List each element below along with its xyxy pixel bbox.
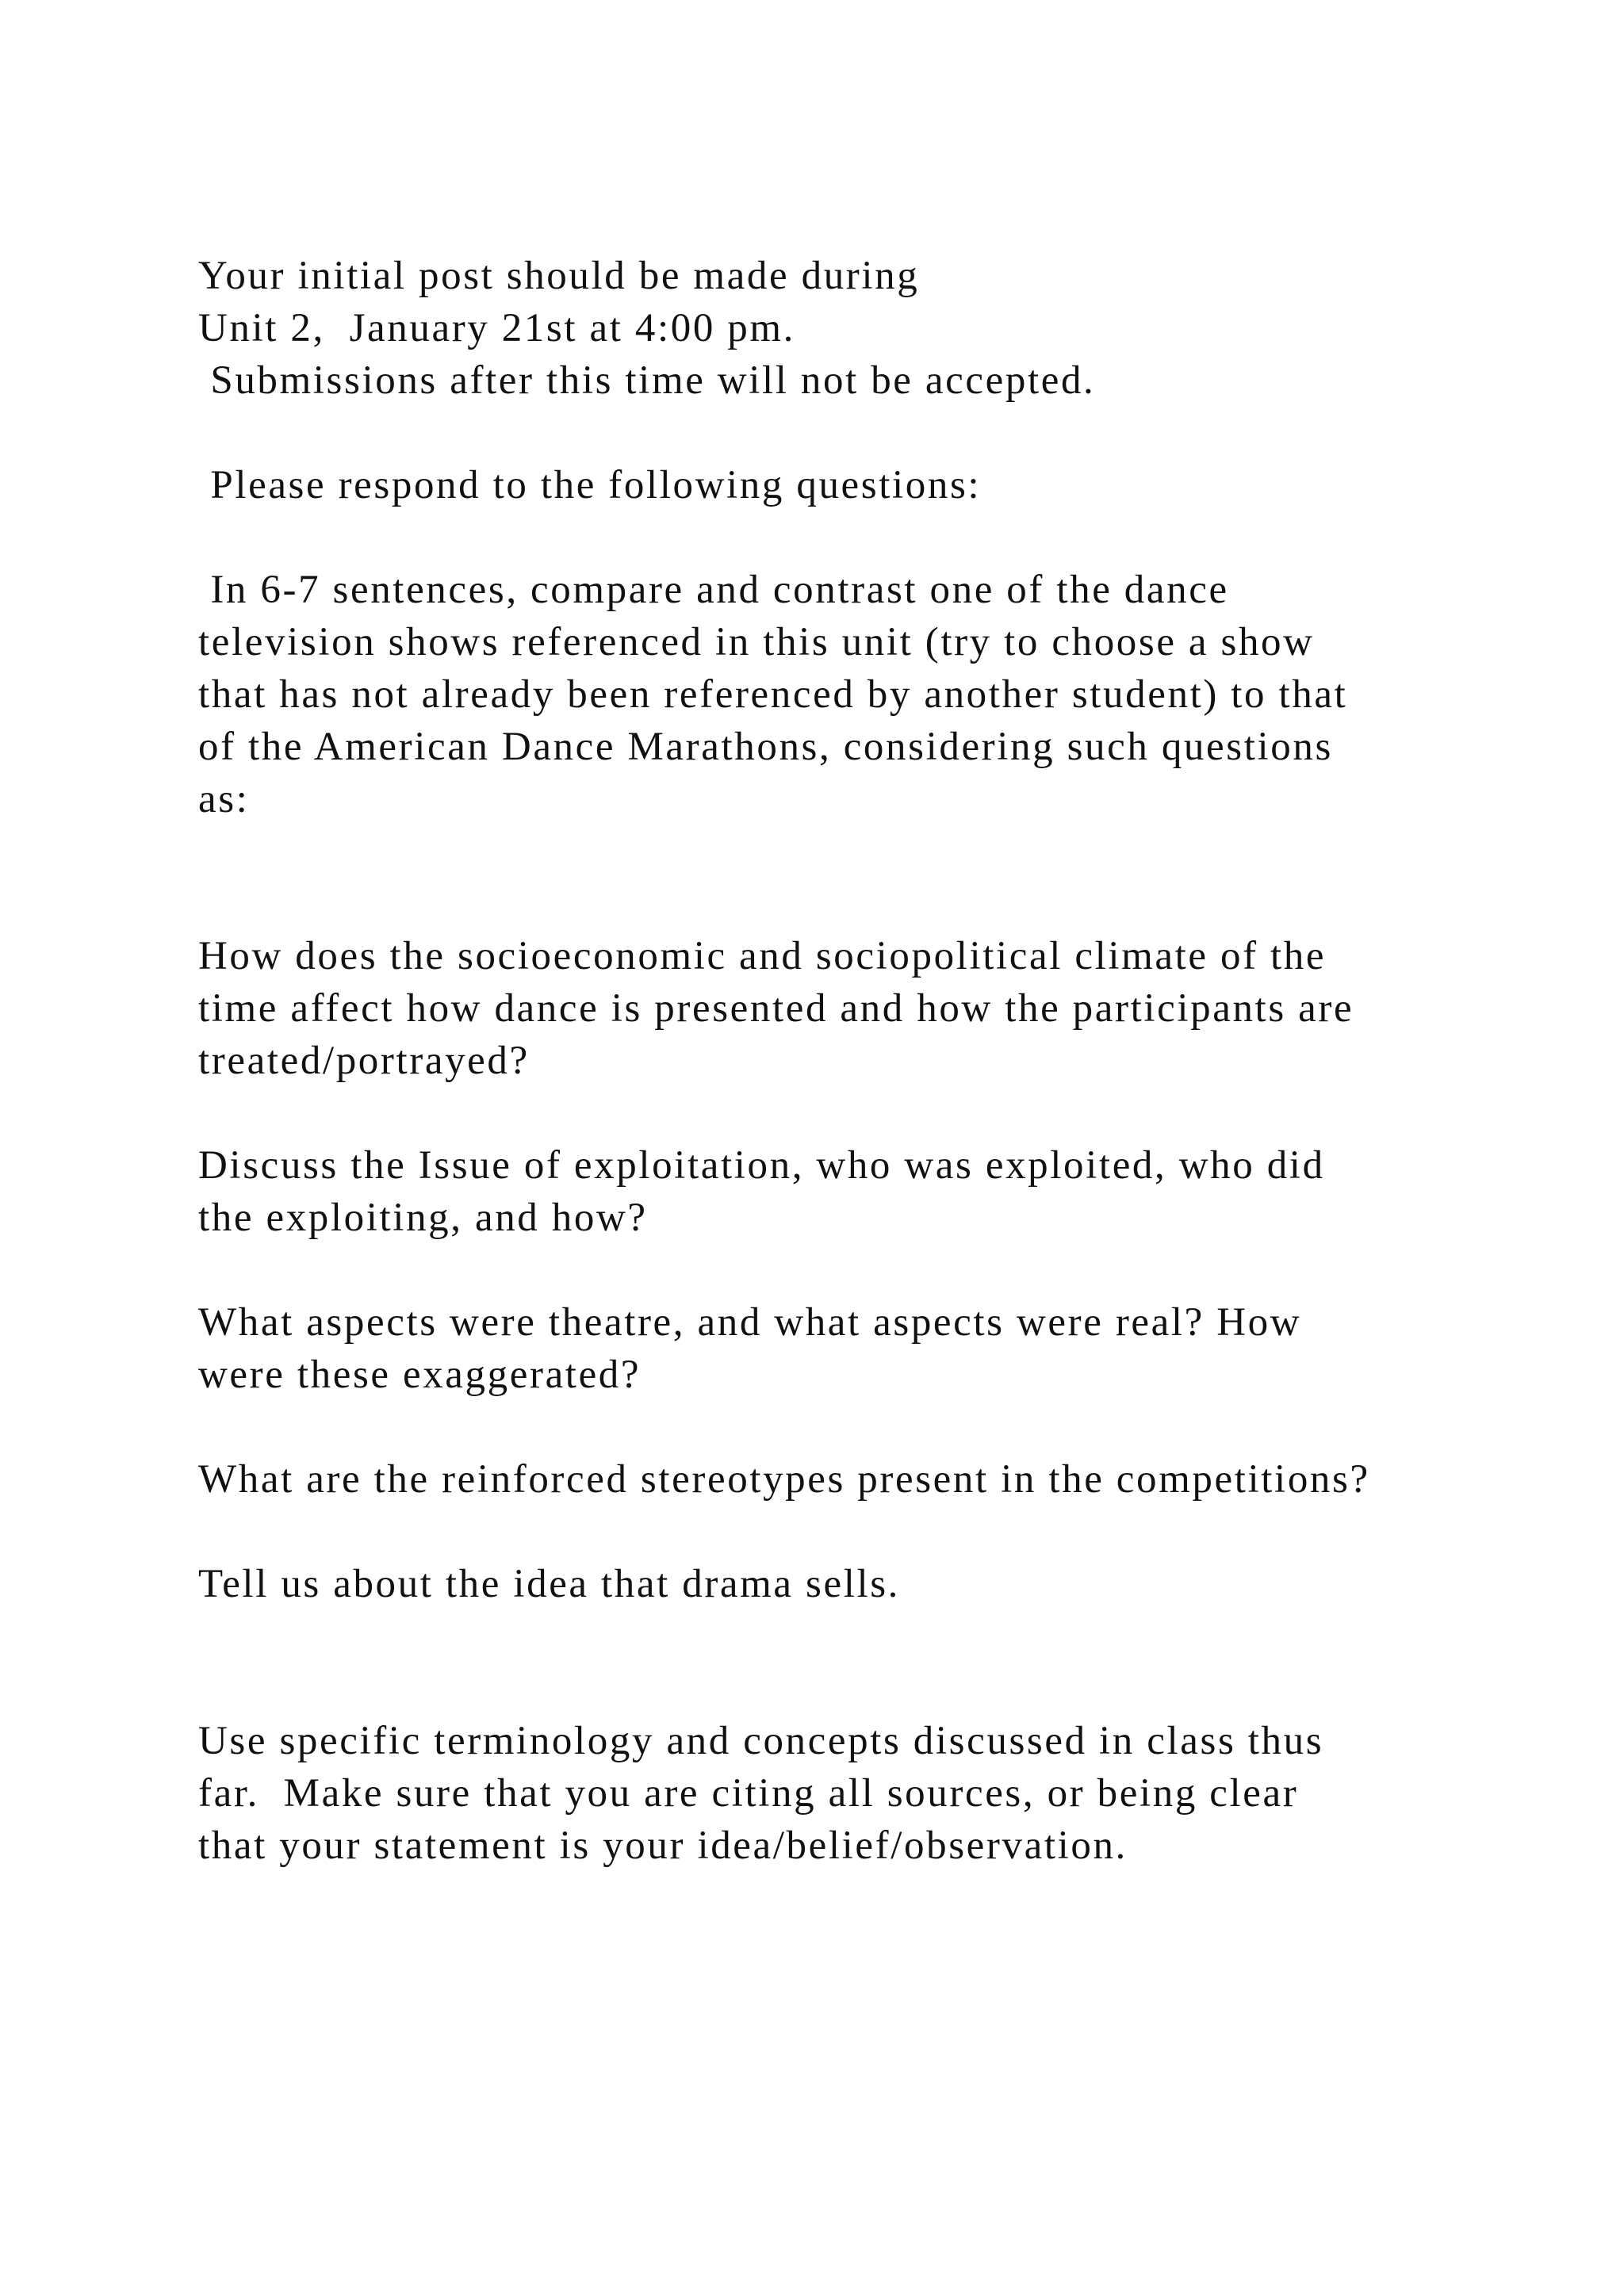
question-4-line-1: What are the reinforced stereotypes present in the competitions? [198,1457,1370,1502]
question-1 [198,930,1546,1087]
task-line-2: television shows referenced in this unit (try to choose a show [198,620,1315,664]
question-1-line-1: How does the socioeconomic and sociopolitical climate of the [198,934,1327,978]
question-2 [198,1139,1546,1244]
spacer [198,1244,1546,1296]
task-line-5: as: [198,777,250,821]
intro-paragraph [198,250,1546,407]
spacer [198,1087,1546,1139]
spacer [198,1610,1546,1715]
question-3 [198,1296,1546,1401]
prompt-paragraph [198,459,1546,511]
intro-line-2: Unit 2, January 21st at 4:00 pm. [198,306,795,350]
intro-line-1: Your initial post should be made during [198,254,920,298]
question-5-line-1: Tell us about the idea that drama sells. [198,1562,901,1606]
closing-line-3: that your statement is your idea/belief/observation. [198,1823,1128,1868]
question-5 [198,1558,1546,1610]
intro-line-3: Submissions after this time will not be accepted. [198,358,1096,403]
spacer [198,1506,1546,1558]
task-line-3: that has not already been referenced by another student) to that [198,672,1348,717]
question-3-line-2: were these exaggerated? [198,1353,642,1397]
closing-paragraph [198,1715,1546,1872]
question-4 [198,1453,1546,1506]
question-3-line-1: What aspects were theatre, and what aspects were real? How [198,1300,1302,1345]
spacer [198,511,1546,564]
spacer [198,407,1546,459]
spacer [198,825,1546,930]
question-2-line-2: the exploiting, and how? [198,1196,648,1240]
prompt-line: Please respond to the following questions: [198,463,982,507]
task-paragraph [198,564,1546,825]
document-body [198,250,1546,1872]
closing-line-2: far. Make sure that you are citing all sources, or being clear [198,1771,1299,1816]
question-1-line-2: time affect how dance is presented and how the participants are [198,986,1354,1031]
task-line-4: of the American Dance Marathons, considering such questions [198,725,1333,769]
closing-line-1: Use specific terminology and concepts discussed in class thus [198,1719,1324,1763]
task-line-1: In 6-7 sentences, compare and contrast one of the dance [198,568,1229,612]
question-2-line-1: Discuss the Issue of exploitation, who was exploited, who did [198,1143,1325,1188]
spacer [198,1401,1546,1453]
question-1-line-3: treated/portrayed? [198,1039,530,1083]
